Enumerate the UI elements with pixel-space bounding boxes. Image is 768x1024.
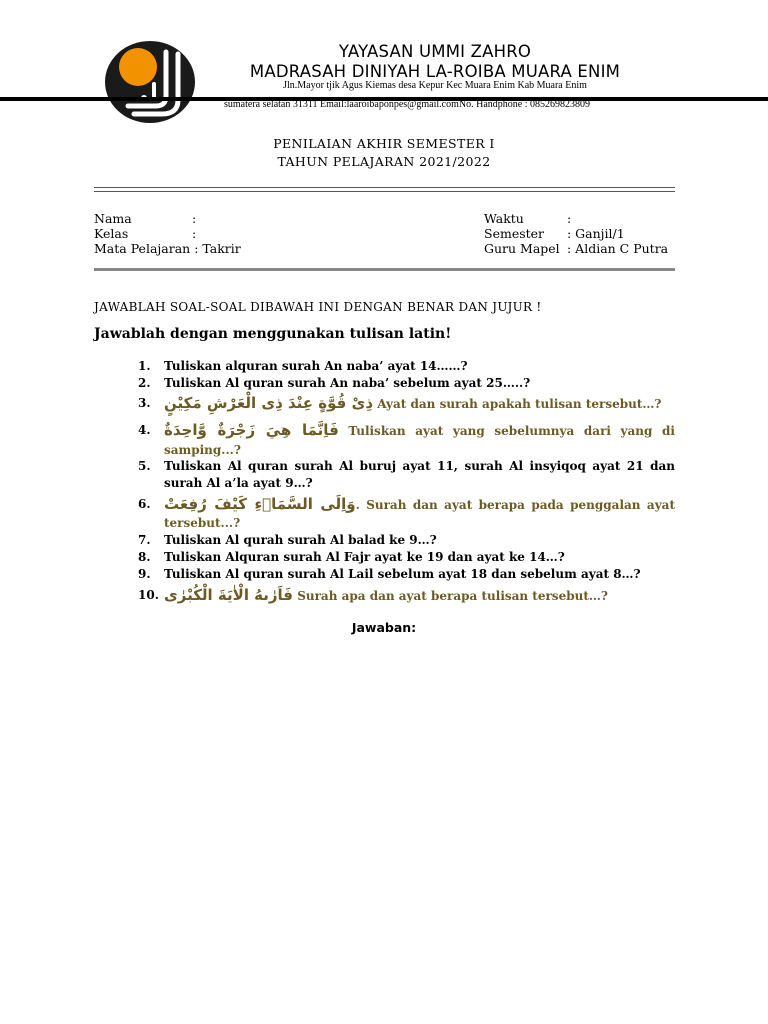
kelas-value: : xyxy=(192,226,197,241)
arabic-verse-4: فَاِنَّمَا هِيَ زَجْرَةٌ وَّاحِدَةٌ xyxy=(164,421,339,439)
info-nama xyxy=(94,211,196,226)
exam-year: TAHUN PELAJARAN 2021/2022 xyxy=(277,154,491,169)
info-divider xyxy=(94,268,675,271)
info-guru xyxy=(484,241,668,256)
waktu-value: : xyxy=(567,211,572,226)
mapel-value: : Takrir xyxy=(194,241,241,256)
guru-label: Guru Mapel xyxy=(484,241,560,256)
semester-label: Semester xyxy=(484,226,545,241)
arabic-verse-6: وَاِلَى السَّمَاۤءِ كَيْفَ رُفِعَتْ xyxy=(164,495,356,513)
nama-label: Nama xyxy=(94,211,132,226)
mapel-label: Mata Pelajaran xyxy=(94,241,191,256)
address-line-2: sumatera selatan 31311 Email:laaroibaponpes@gmail.comNo. Handphone : 085269823809 xyxy=(224,99,590,110)
foundation-name: YAYASAN UMMI ZAHRO xyxy=(338,42,532,61)
school-logo xyxy=(104,40,196,124)
semester-value: : Ganjil/1 xyxy=(567,226,625,241)
guru-value: : Aldian C Putra xyxy=(567,241,669,256)
info-mapel xyxy=(94,241,241,256)
kelas-label: Kelas xyxy=(94,226,129,241)
info-kelas xyxy=(94,226,196,241)
nama-value: : xyxy=(192,211,197,226)
logo-sun xyxy=(119,48,157,86)
answer-label: Jawaban: xyxy=(351,620,417,635)
title-divider xyxy=(94,187,675,188)
waktu-label: Waktu xyxy=(484,211,524,226)
exam-title: PENILAIAN AKHIR SEMESTER I xyxy=(273,136,495,151)
info-waktu xyxy=(484,211,571,226)
instruction-main: JAWABLAH SOAL-SOAL DIBAWAH INI DENGAN BENAR DAN JUJUR ! xyxy=(94,300,542,314)
school-name: MADRASAH DINIYAH LA-ROIBA MUARA ENIM xyxy=(249,62,621,81)
instruction-latin: Jawablah dengan menggunakan tulisan latin! xyxy=(94,326,452,342)
address-line-1: Jln.Mayor tjik Agus Kiemas desa Kepur Kec Muara Enim Kab Muara Enim xyxy=(283,80,587,91)
arabic-verse-10: فَاَرٰىهُ الْاٰيَةَ الْكُبْرٰى xyxy=(164,586,294,604)
info-semester xyxy=(484,226,625,241)
arabic-verse-3: ذِىْ قُوَّةٍ عِنْدَ ذِى الْعَرْشِ مَكِيْنٍ xyxy=(164,394,374,412)
title-divider-thin xyxy=(94,191,675,192)
